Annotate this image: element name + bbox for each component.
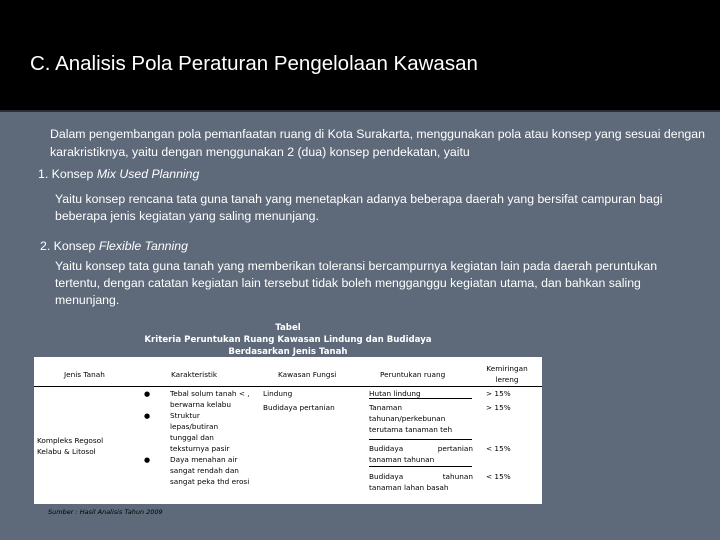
peruntukan-row-4 [369,471,473,493]
table-source: Sumber : Hasil Analisis Tahun 2009 [48,508,163,516]
kemiringan-row-4: < 15% [486,472,511,481]
karakteristik-item-1: Tebal solum tanah < , berwarna kelabu [170,389,250,409]
peruntukan-row-3-line2: tanaman tahunan [369,455,435,464]
table-caption-label: Tabel [275,323,301,333]
bullet-icon: ● [144,390,151,398]
header-kawasan-fungsi: Kawasan Fungsi [278,370,337,379]
peruntukan-rule [369,439,472,440]
concept-1-heading [38,167,199,181]
intro-paragraph: Dalam pengembangan pola pemanfaatan ruang di Kota Surakarta, menggunakan pola atau konsep yang sesuai dengan karakristiknya, yaitu dengan menggunakan 2 (dua) konsep pendekatan, yaitu [50,127,705,159]
header-karakteristik: Karakteristik [171,370,218,379]
header-kemiringan-line2: lereng [495,375,519,384]
concept-2-number: 2. Konsep [40,239,96,253]
jenis-tanah-value: Kompleks Regosol Kelabu & Litosol [37,436,104,456]
table-caption-title: Kriteria Peruntukan Ruang Kawasan Lindung dan Budidaya [144,335,432,345]
kemiringan-row-1: > 15% [486,389,511,398]
peruntukan-row-2-line1: Tanaman [369,403,403,412]
peruntukan-row-4-line1 [369,471,473,482]
peruntukan-row-4-right: tahunan [442,472,473,481]
table-caption [130,322,446,358]
kawasan-fungsi-lindung: Lindung [263,389,293,398]
kemiringan-row-2: > 15% [486,403,511,412]
concept-2-description: Yaitu konsep tata guna tanah yang memberikan toleransi bercampurnya kegiatan lain pada daerah peruntukan tertentu, dengan catatan kegiatan lain tersebut tidak boleh mengganggu kegiatan utama, dan bahkan saling menunjang. [55,259,658,307]
peruntukan-row-2-line2: tahunan/perkebunan [369,414,446,423]
slide-title: C. Analisis Pola Peraturan Pengelolaan Kawasan [30,52,478,75]
concept-1-name: Mix Used Planning [96,167,200,181]
peruntukan-rule [369,466,472,467]
header-rule [34,386,542,387]
peruntukan-rule [369,398,472,399]
bullet-icon: ● [144,412,151,420]
peruntukan-row-2-line3: terutama tanaman teh [369,425,453,434]
header-peruntukan-ruang: Peruntukan ruang [380,370,446,379]
title-bar [0,0,720,112]
peruntukan-row-2 [369,402,473,435]
peruntukan-row-3 [369,443,473,465]
kawasan-fungsi-budidaya: Budidaya pertanian [263,403,335,412]
peruntukan-row-1: Hutan lindung [369,389,421,398]
peruntukan-row-3-line1 [369,443,473,454]
bullet-icon: ● [144,456,151,464]
peruntukan-row-4-left: Budidaya [369,472,404,481]
header-kemiringan [474,363,540,385]
header-jenis-tanah: Jenis Tanah [64,370,105,379]
concept-2-heading [40,239,188,253]
karakteristik-item-3: Daya menahan air sangat rendah dan sangat peka thd erosi [170,455,250,486]
header-kemiringan-line1: Kemiringan [486,364,528,373]
concept-1-description: Yaitu konsep rencana tata guna tanah yang menetapkan adanya beberapa daerah yang bersifat campuran bagi beberapa jenis kegiatan yang saling menunjang. [55,192,663,223]
concept-1-number: 1. Konsep [38,167,94,181]
concept-2-name: Flexible Tanning [98,239,188,253]
karakteristik-item-2: Struktur lepas/butiran tunggal dan teksturnya pasir [170,411,230,453]
table-caption-subtitle: Berdasarkan Jenis Tanah [228,347,348,357]
kemiringan-row-3: < 15% [486,444,511,453]
peruntukan-row-3-right: pertanian [437,444,473,453]
peruntukan-row-3-left: Budidaya [369,444,404,453]
peruntukan-row-4-line2: tanaman lahan basah [369,483,449,492]
title-divider [0,110,720,112]
criteria-table [34,357,542,516]
